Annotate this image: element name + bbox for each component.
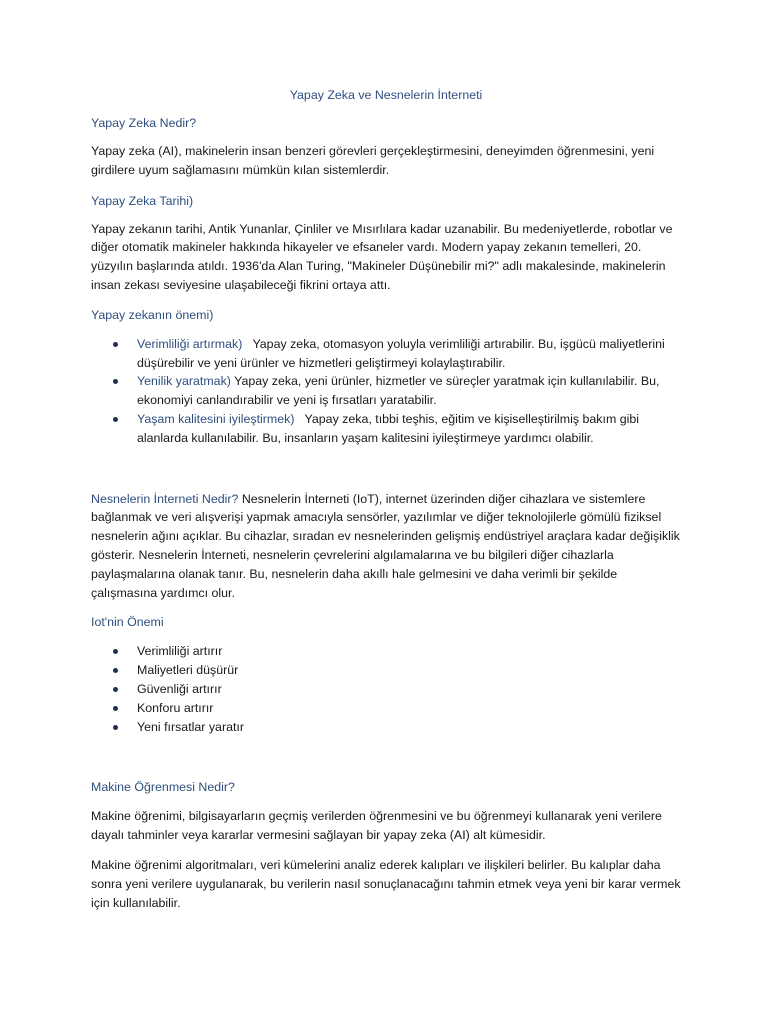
paragraph-ai-what: Yapay zeka (AI), makinelerin insan benzeri görevleri gerçekleştirmesini, deneyimden öğrenmesini, yeni girdilere uyum sağlamasını mümkün kılan sistemlerdir. xyxy=(91,144,655,177)
list-item xyxy=(137,410,681,448)
bullet-icon xyxy=(113,417,118,422)
list-item xyxy=(137,661,681,680)
bullet-icon xyxy=(113,342,118,347)
bullet-icon xyxy=(113,725,118,730)
list-item-text: Verimliliği artırır xyxy=(137,644,223,659)
heading-ai-what: Yapay Zeka Nedir? xyxy=(91,116,197,130)
list-item xyxy=(137,680,681,699)
bullet-icon xyxy=(113,668,118,673)
list-item-text: Güvenliği artırır xyxy=(137,681,222,696)
document-page xyxy=(91,86,681,912)
bullet-icon xyxy=(113,649,118,654)
paragraph-ml-what-2: Makine öğrenimi algoritmaları, veri kümelerini analiz ederek kalıpları ve ilişkileri belirler. Bu kalıplar daha sonra yeni verilere uygulanarak, bu verilerin nasıl sonuçlanacağını tahmin etmek veya yeni bir karar vermek için kullanılabilir. xyxy=(91,857,681,910)
paragraph-iot-what xyxy=(91,490,681,603)
heading-ai-history: Yapay Zeka Tarihi) xyxy=(91,193,194,208)
list-item-label: Verimliliği artırmak) xyxy=(137,336,243,351)
document-title: Yapay Zeka ve Nesnelerin İnterneti xyxy=(289,88,483,102)
heading-iot-what: Nesnelerin İnterneti Nedir? xyxy=(91,491,239,506)
list-item-text: Yapay zeka, yeni ürünler, hizmetler ve süreçler yaratmak için kullanılabilir. Bu, ekonomiyi canlandırabilir ve yeni iş fırsatları yaratabilir. xyxy=(137,374,663,408)
list-item-label: Yaşam kalitesini iyileştirmek) xyxy=(137,411,295,426)
paragraph-ai-history: Yapay zekanın tarihi, Antik Yunanlar, Çinliler ve Mısırlılara kadar uzanabilir. Bu medeniyetlerde, robotlar ve diğer otomatik makineler hakkında hikayeler ve efsaneler vardı. Modern yapay zekanın temelleri, 20. yüzyılın başlarında atıldı. 1936'da Alan Turing, "Makineler Düşünebilir mi?" adlı makalesinde, makinelerin insan zekası seviyesine ulaşabileceği fikrini ortaya attı. xyxy=(91,221,673,292)
bullet-icon xyxy=(113,687,118,692)
list-item xyxy=(137,372,681,410)
heading-iot-importance: Iot'nin Önemi xyxy=(91,615,164,630)
list-item-text: Yapay zeka, tıbbi teşhis, eğitim ve kişiselleştirilmiş bakım gibi alanlarda kullanılabilir. Bu, insanların yaşam kalitesini iyileştirmeye yardımcı olabilir. xyxy=(137,411,643,445)
ai-importance-list xyxy=(91,335,681,448)
list-item xyxy=(137,335,681,373)
heading-ml-what: Makine Öğrenmesi Nedir? xyxy=(91,780,235,795)
iot-importance-list xyxy=(91,642,681,736)
bullet-icon xyxy=(113,706,118,711)
heading-ai-importance: Yapay zekanın önemi) xyxy=(91,307,214,322)
list-item xyxy=(137,642,681,661)
list-item-text: Konforu artırır xyxy=(137,700,214,715)
list-item-text: Yapay zeka, otomasyon yoluyla verimliliği artırabilir. Bu, işgücü maliyetlerini düşürebilir ve yeni ürünler ve hizmetleri geliştirmeyi kolaylaştırabilir. xyxy=(137,336,669,370)
list-item xyxy=(137,699,681,718)
list-item-text: Maliyetleri düşürür xyxy=(137,663,239,678)
list-item xyxy=(137,718,681,737)
paragraph-ml-what-1: Makine öğrenimi, bilgisayarların geçmiş verilerden öğrenmesini ve bu öğrenmeyi kullanarak yeni verilere dayalı tahminler veya kararlar vermesini sağlayan bir yapay zeka (AI) alt kümesidir. xyxy=(91,809,662,843)
iot-what-body: Nesnelerin İnterneti (IoT), internet üzerinden diğer cihazlara ve sistemlere bağlanmak ve veri alışverişi yapmak amacıyla sensörler, yazılımlar ve diğer teknolojilerle gömülü fiziksel nesnelerin ağını açıklar. Bu cihazlar, sıradan ev nesnelerinden gelişmiş endüstriyel araçlara kadar değişiklik gösterir. Nesnelerin İnterneti, nesnelerin çevrelerini algılamalarına ve bu bilgileri diğer cihazlarla paylaşmalarına olanak tanır. Bu, nesnelerin daha akıllı hale gelmesini ve daha verimli bir şekilde çalışmasına yardımcı olur. xyxy=(91,491,680,600)
bullet-icon xyxy=(113,379,118,384)
list-item-text: Yeni fırsatlar yaratır xyxy=(137,719,244,734)
list-item-label: Yenilik yaratmak) xyxy=(137,374,231,389)
